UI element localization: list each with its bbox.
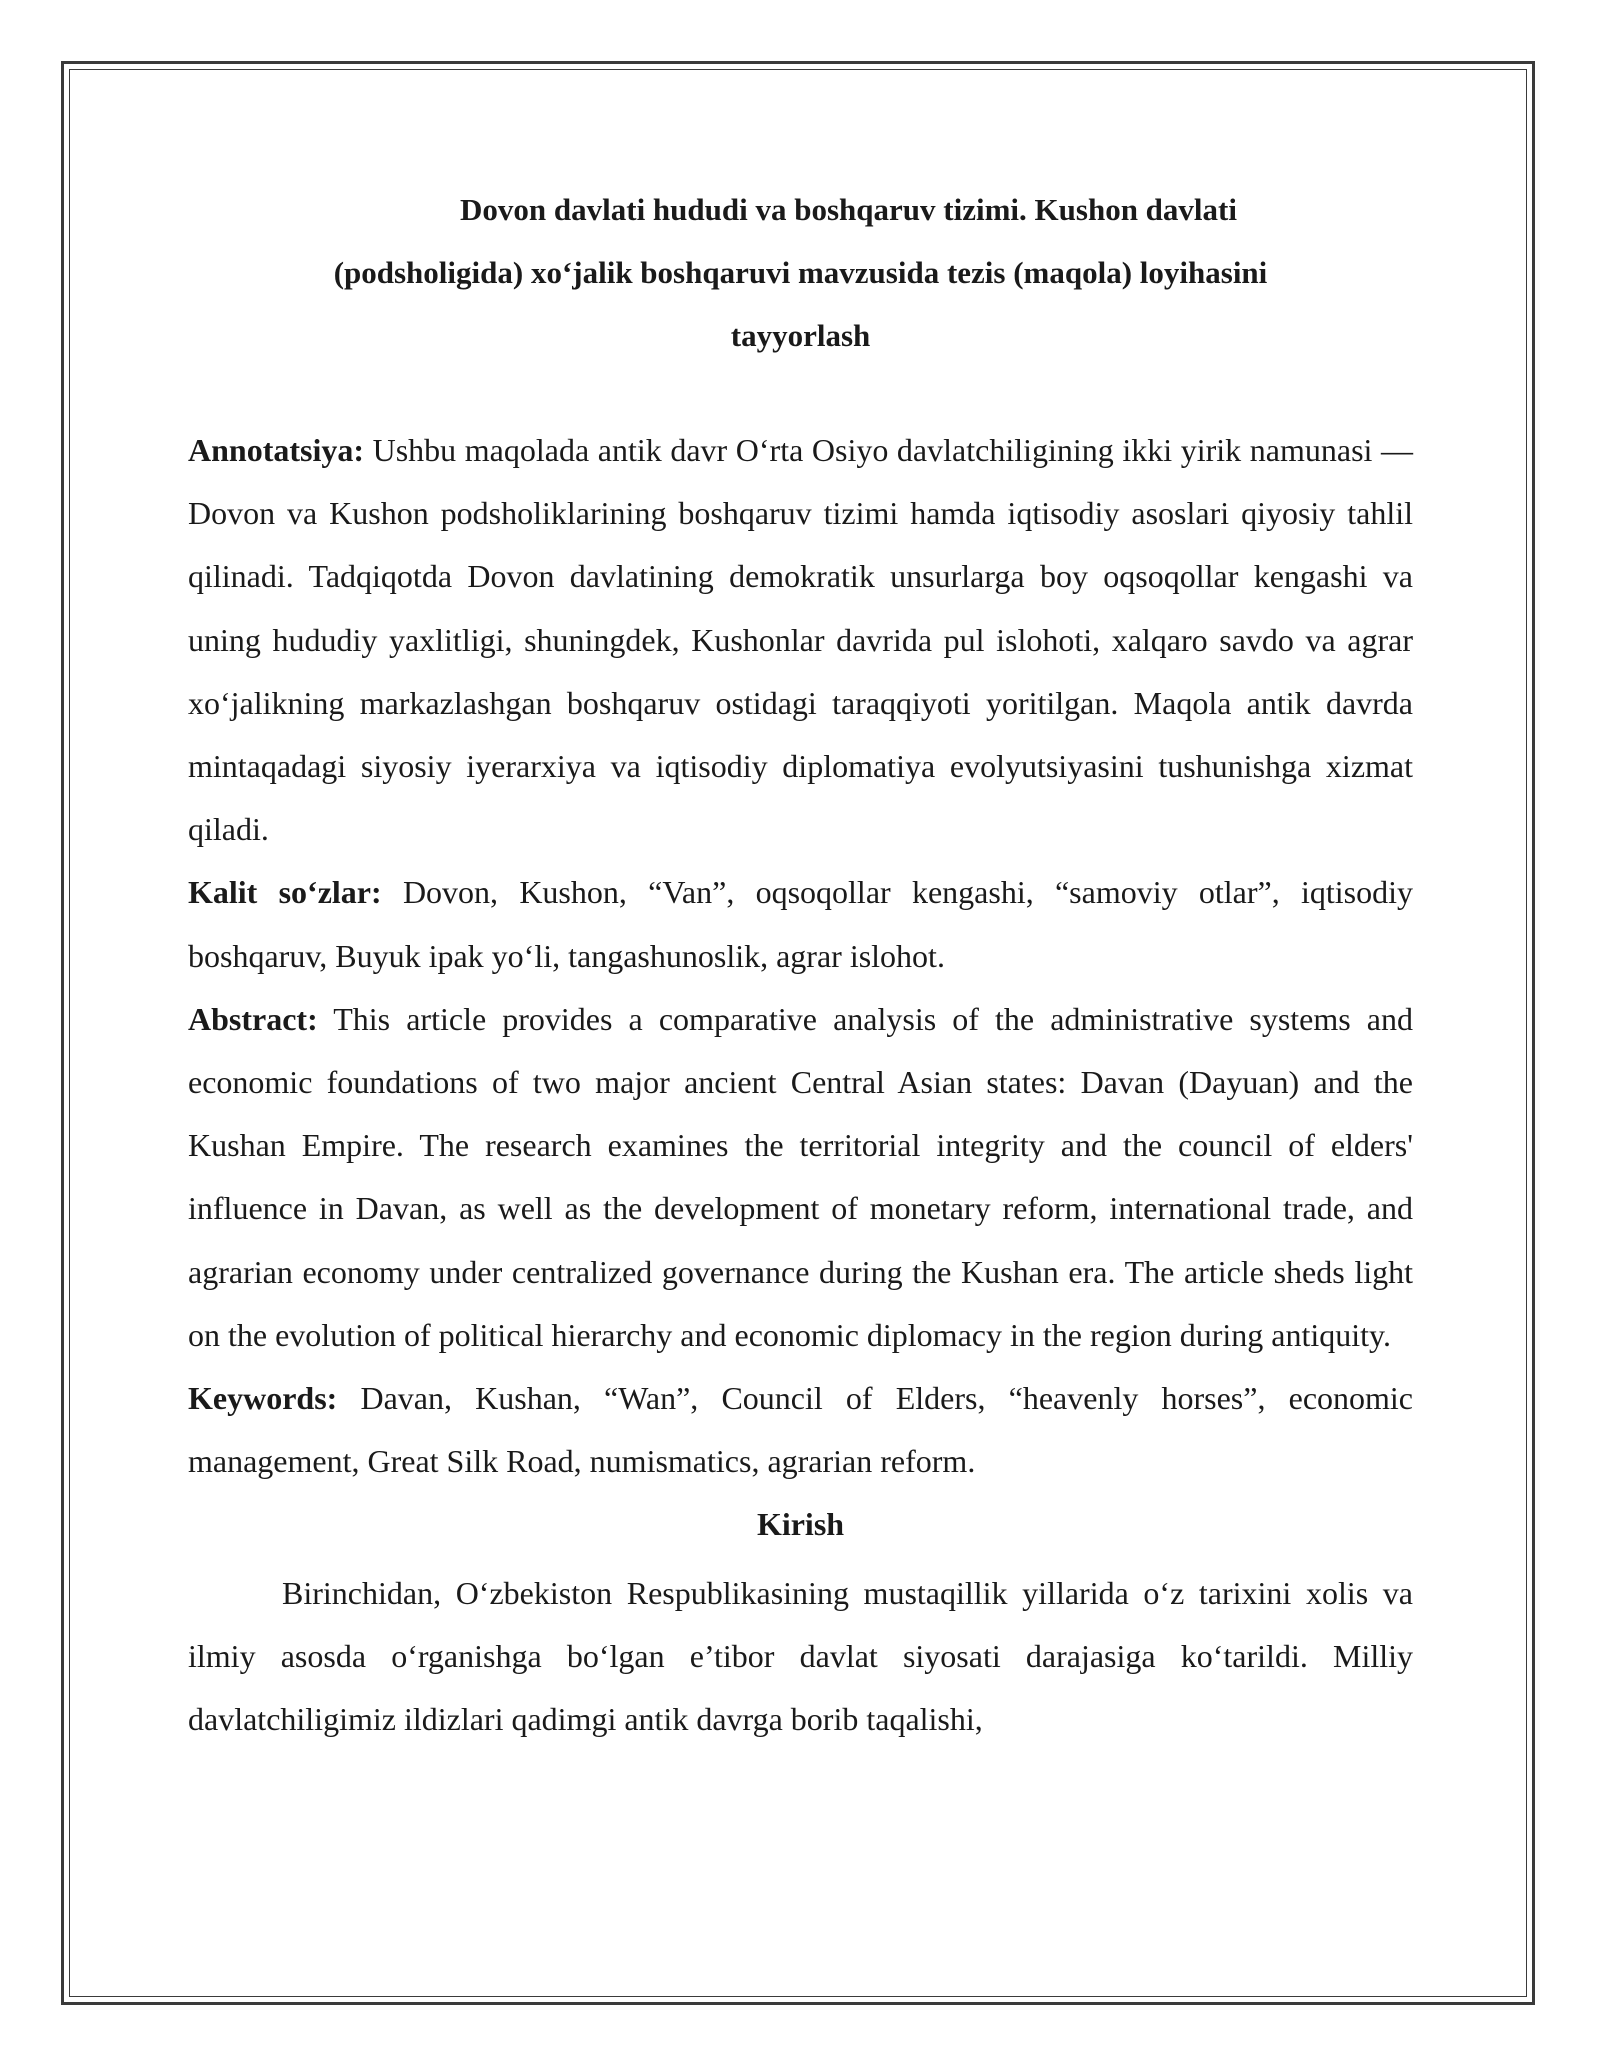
annotation-label: Annotatsiya: [188,432,365,468]
abstract-paragraph [188,988,1413,1367]
annotation-paragraph [188,419,1413,861]
keywords-en-text: Davan, Kushan, “Wan”, Council of Elders, “heavenly horses”, economic management, Great Silk Road, numismatics, agrarian reform. [188,1380,1413,1480]
abstract-label: Abstract: [188,1000,318,1037]
title-line-1: Dovon davlati hududi va boshqaruv tizimi. Kushon davlati [460,192,1237,227]
keywords-en-paragraph [188,1367,1413,1493]
section-heading-intro: Kirish [756,1506,845,1543]
annotation-text: Ushbu maqolada antik davr O‘rta Osiyo davlatchiligining ikki yirik namunasi — Dovon va Kushon podsholiklarining boshqaruv tizimi hamda iqtisodiy asoslari qiyosiy tahlil qilinadi. Tadqiqotda Dovon davlatining demokratik unsurlarga boy oqsoqollar kengashi va uning hududiy yaxlitligi, shuningdek, Kushonlar davrida pul islohoti, xalqaro savdo va agrar xo‘jalikning markazlashgan boshqaruv ostidagi taraqqiyoti yoritilgan. Maqola antik davrda mintaqadagi siyosiy iyerarxiya va iqtisodiy diplomatiya evolyutsiyasini tushunishga xizmat qiladi. [188,432,1413,848]
keywords-en-label: Keywords: [188,1380,338,1417]
intro-paragraph: Birinchidan, O‘zbekiston Respublikasining mustaqillik yillarida o‘z tarixini xolis va ilmiy asosda o‘rganishga bo‘lgan e’tibor davlat siyosati darajasiga ko‘tarildi. Milliy davlatchiligimiz ildizlari qadimgi antik davrga borib taqalishi, [188,1574,1413,1738]
keywords-uz-paragraph [188,861,1413,987]
document-title [188,178,1413,367]
keywords-uz-text: Dovon, Kushon, “Van”, oqsoqollar kengashi, “samoviy otlar”, iqtisodiy boshqaruv, Buyuk ipak yo‘li, tangashunoslik, agrar islohot. [188,874,1414,974]
abstract-text: This article provides a comparative analysis of the administrative systems and economic foundations of two major ancient Central Asian states: Davan (Dayuan) and the Kushan Empire. The research examines the territorial integrity and the council of elders' influence in Davan, as well as the development of monetary reform, international trade, and agrarian economy under centralized governance during the Kushan era. The article sheds light on the evolution of political hierarchy and economic diplomacy in the region during antiquity. [188,1000,1413,1353]
title-line-3: tayyorlash [730,318,871,353]
keywords-uz-label: Kalit so‘zlar: [188,874,382,911]
page-content [188,178,1413,1751]
title-line-2: (podsholigida) xo‘jalik boshqaruvi mavzusida tezis (maqola) loyihasini [333,255,1268,290]
